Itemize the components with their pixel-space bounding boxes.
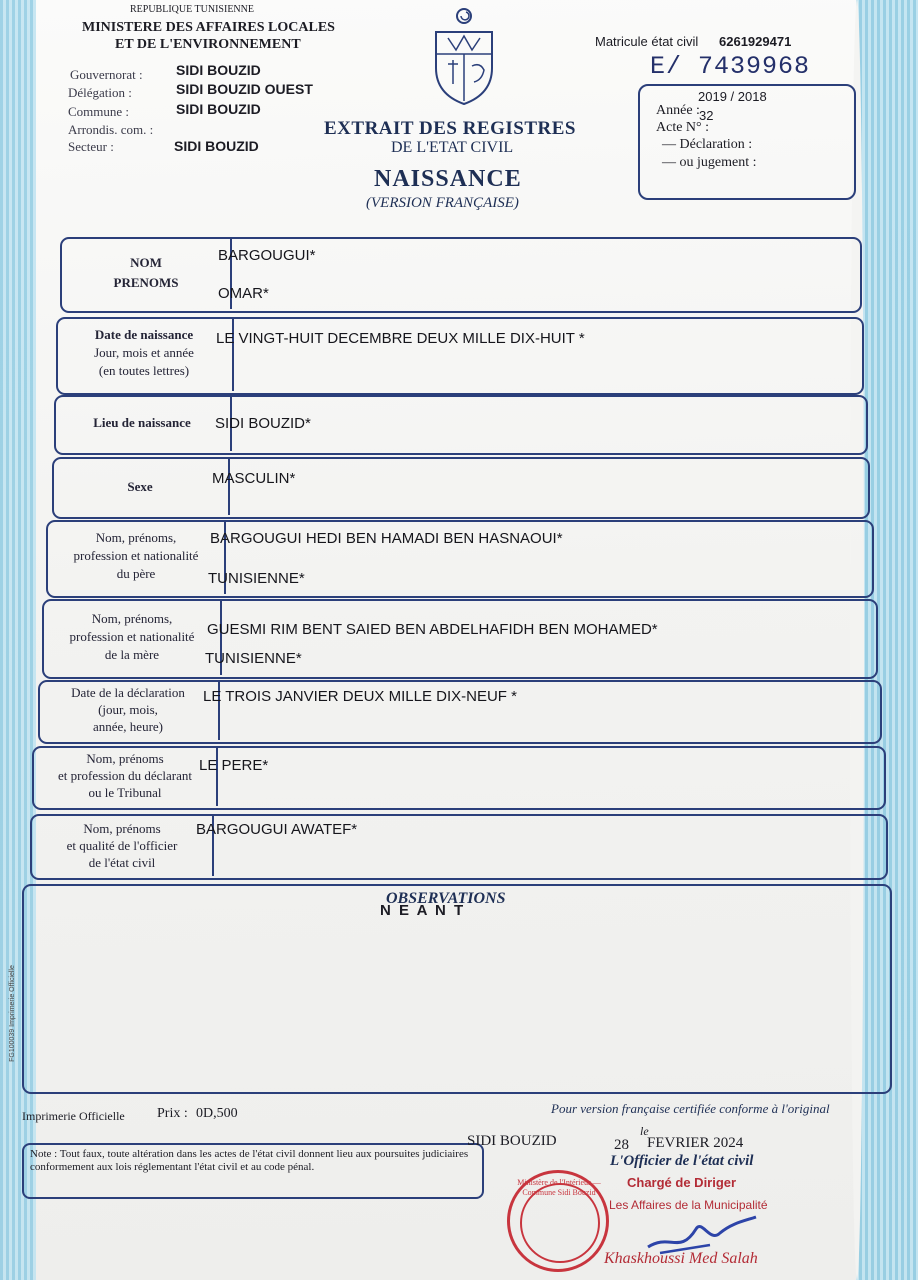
certifiee-text: Pour version française certifiée conforme à l'original: [551, 1101, 830, 1116]
tunisian-emblem-icon: [428, 6, 500, 106]
mere-label: profession et nationalité: [69, 629, 195, 644]
sexe-value: MASCULIN*: [212, 470, 296, 487]
declaration-label: — Déclaration :: [662, 137, 753, 152]
officier-label: de l'état civil: [88, 855, 156, 870]
decl-label: (jour, mois,: [98, 702, 158, 717]
affaires-text: Les Affaires de la Municipalité: [609, 1198, 768, 1212]
acte-number-label: Acte N° :: [656, 120, 710, 135]
row-divider: [228, 459, 230, 515]
pere-label: profession et nationalité: [73, 548, 199, 563]
mere-nationality: TUNISIENNE*: [205, 650, 302, 667]
declarant-label: ou le Tribunal: [88, 785, 162, 800]
prenoms-label: PRENOMS: [113, 275, 179, 290]
admin-value: SIDI BOUZID: [174, 138, 259, 154]
ministry-line2: ET DE L'ENVIRONNEMENT: [115, 37, 301, 52]
admin-value: SIDI BOUZID: [176, 62, 261, 78]
title-line3: NAISSANCE: [374, 166, 522, 192]
admin-value: SIDI BOUZID OUEST: [176, 81, 313, 97]
admin-label: Arrondis. com. :: [68, 122, 154, 137]
decl-label: Date de la déclaration: [71, 685, 185, 700]
observations-label: OBSERVATIONS: [386, 890, 506, 907]
declarant-value: LE PERE*: [199, 757, 269, 774]
dob-label: Date de naissance: [94, 327, 194, 342]
admin-value: SIDI BOUZID: [176, 101, 261, 117]
admin-label: Gouvernorat :: [70, 67, 143, 82]
decl-label: année, heure): [92, 719, 163, 734]
sexe-label: Sexe: [127, 479, 153, 494]
acte-year: 2019 / 2018: [698, 89, 767, 104]
ministry-line1: MINISTERE DES AFFAIRES LOCALES: [82, 20, 335, 35]
dob-sub2: (en toutes lettres): [98, 363, 190, 378]
mere-label: Nom, prénoms,: [91, 611, 173, 626]
decl-value: LE TROIS JANVIER DEUX MILLE DIX-NEUF *: [203, 688, 517, 705]
admin-label: Commune :: [68, 104, 130, 119]
prenoms-value: OMAR*: [218, 285, 269, 302]
prix-label: Prix :: [157, 1106, 188, 1121]
pere-label: Nom, prénoms,: [95, 530, 177, 545]
title-line4: (VERSION FRANÇAISE): [366, 195, 519, 211]
lieu-label: Lieu de naissance: [93, 415, 191, 430]
date-day: 28: [614, 1137, 629, 1153]
pere-label: du père: [116, 566, 156, 581]
matricule-value: 6261929471: [719, 34, 792, 49]
mere-label: de la mère: [104, 647, 160, 662]
pere-nationality: TUNISIENNE*: [208, 570, 305, 587]
observations-value: N E A N T: [380, 902, 466, 919]
stamp-text: Ministère de l'Intérieur — Commune Sidi Bouzid: [517, 1178, 601, 1197]
imprimerie-label: Imprimerie Officielle: [22, 1109, 125, 1123]
dob-sub1: Jour, mois et année: [94, 345, 194, 360]
republic-label: REPUBLIQUE TUNISIENNE: [130, 4, 254, 15]
dob-value: LE VINGT-HUIT DECEMBRE DEUX MILLE DIX-HUIT *: [216, 330, 585, 347]
officier-label: et qualité de l'officier: [66, 838, 178, 853]
officier-title: L'Officier de l'état civil: [610, 1153, 754, 1169]
jugement-label: — ou jugement :: [662, 155, 757, 170]
matricule-label: Matricule état civil: [595, 34, 699, 49]
lieu-value: SIDI BOUZID*: [215, 415, 311, 432]
place: SIDI BOUZID: [467, 1133, 557, 1149]
admin-label: Secteur :: [68, 139, 114, 154]
pere-value: BARGOUGUI HEDI BEN HAMADI BEN HASNAOUI*: [210, 530, 563, 547]
title-line2: DE L'ETAT CIVIL: [391, 139, 514, 156]
declarant-label: Nom, prénoms: [86, 751, 164, 766]
officier-value: BARGOUGUI AWATEF*: [196, 821, 358, 838]
title-line1: EXTRAIT DES REGISTRES: [324, 118, 576, 139]
date-rest: FEVRIER 2024: [647, 1135, 744, 1151]
acte-number-value: 32: [699, 108, 714, 123]
charge-text: Chargé de Diriger: [627, 1175, 737, 1190]
declarant-label: et profession du déclarant: [58, 768, 192, 783]
nom-value: BARGOUGUI*: [218, 247, 316, 264]
note-text: Note : Tout faux, toute altération dans les actes de l'état civil donnent lieu aux poursuites judiciaires conformement aux lois réglementant l'état civil et au code pénal.: [30, 1148, 469, 1173]
signature-mark: [640, 1203, 760, 1263]
date-le: le: [640, 1124, 649, 1138]
signatory-name: Khaskhoussi Med Salah: [604, 1250, 758, 1267]
side-print-code: FG100039 Imprimerie Officielle: [8, 965, 16, 1062]
nom-label: NOM: [130, 255, 162, 270]
officier-label: Nom, prénoms: [83, 821, 161, 836]
annee-label: Année :: [656, 103, 700, 118]
mere-value: GUESMI RIM BENT SAIED BEN ABDELHAFIDH BEN MOHAMED*: [207, 621, 658, 638]
admin-label: Délégation :: [68, 85, 132, 100]
prix-value: 0D,500: [196, 1106, 238, 1121]
serial-number: E/ 7439968: [650, 52, 811, 81]
